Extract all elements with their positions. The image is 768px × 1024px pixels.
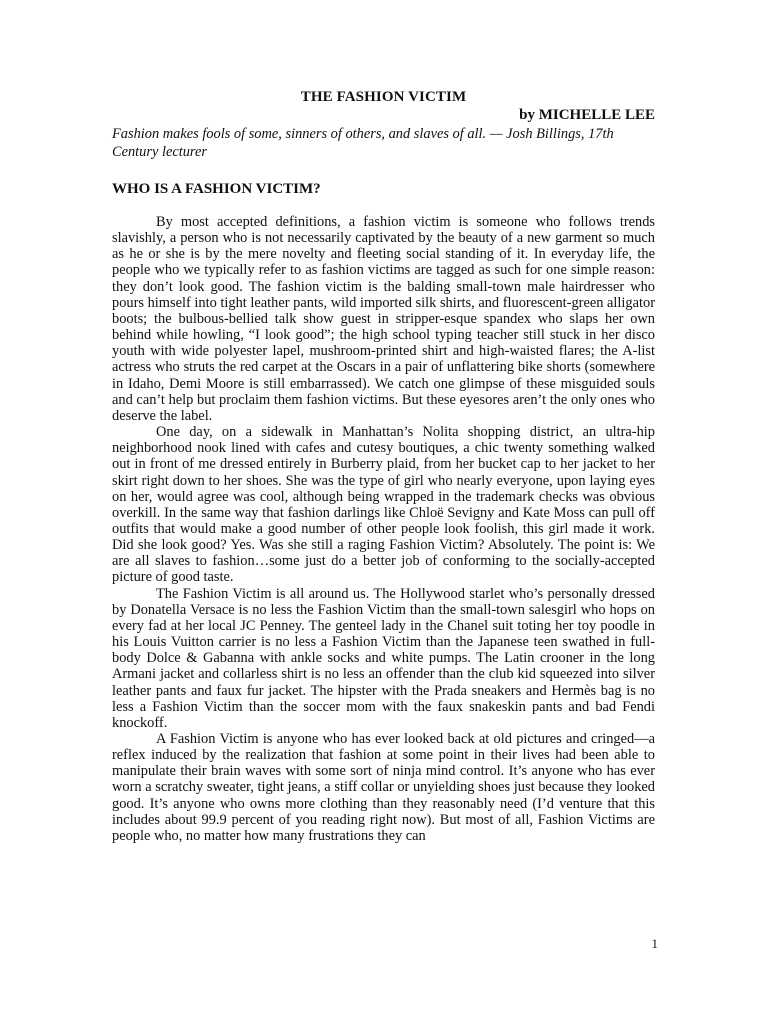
- epigraph-quote: Fashion makes fools of some, sinners of others, and slaves of all. — Josh Billings, 17th Century lecturer: [112, 126, 614, 160]
- section-heading: WHO IS A FASHION VICTIM?: [112, 181, 321, 197]
- body-text: [112, 214, 655, 844]
- paragraph-3: The Fashion Victim is all around us. The Hollywood starlet who’s personally dressed by Donatella Versace is no less the Fashion Victim than the small-town salesgirl who hops on every fad at her local JC Penney. The genteel lady in the Chanel suit toting her toy poodle in his Louis Vuitton carrier is no less a Fashion Victim than the Japanese teen swathed in full-body Dolce & Gabanna with ankle socks and white pumps. The Latin crooner in the long Armani jacket and collarless shirt is no less an offender than the club kid squeezed into silver leather pants and faux fur jacket. The hipster with the Prada sneakers and Hermès bag is no less a Fashion Victim than the soccer mom with the faux snakeskin pants and bad Fendi knockoff.: [112, 585, 655, 731]
- author-byline: by MICHELLE LEE: [519, 107, 655, 123]
- document-title: THE FASHION VICTIM: [300, 89, 467, 105]
- document-content: [112, 88, 655, 844]
- paragraph-1: By most accepted definitions, a fashion victim is someone who follows trends slavishly, a person who is not necessarily captivated by the beauty of a new garment so much as he or she is by the mere novelty and fleeting social standing of it. In everyday life, the people who we typically refer to as fashion victims are tagged as such for one simple reason: they don’t look good. The fashion victim is the balding small-town male hairdresser who pours himself into tight leather pants, wild imported silk shirts, and fluorescent-green alligator boots; the bulbous-bellied talk show guest in stripper-esque spandex who slaps her own behind while howling, “I look good”; the high school typing teacher still stuck in her disco youth with wide polyester lapel, mushroom-printed shirt and high-waisted flares; the A-list actress who struts the red carpet at the Oscars in a pair of unflattering bike shorts (somewhere in Idaho, Demi Moore is still embarrassed). We catch one glimpse of these misguided souls and can’t help but proclaim them fashion victims. But these eyesores aren’t the only ones who deserve the label.: [112, 214, 655, 424]
- paragraph-2: One day, on a sidewalk in Manhattan’s Nolita shopping district, an ultra-hip neighborhood nook lined with cafes and cutesy boutiques, a chic twenty something walked out in front of me dressed entirely in Burberry plaid, from her bucket cap to her jacket to her skirt right down to her shoes. She was the type of girl who nearly everyone, upon laying eyes on her, would agree was cool, although being wrapped in the trademark checks was obvious overkill. In the same way that fashion darlings like Chloë Sevigny and Kate Moss can pull off outfits that would make a good number of other people look foolish, this girl made it work. Did she look good? Yes. Was she still a raging Fashion Victim? Absolutely. The point is: We are all slaves to fashion…some just do a better job of conforming to the socially-accepted picture of good taste.: [112, 424, 655, 586]
- page-number: 1: [651, 936, 658, 951]
- paragraph-4: A Fashion Victim is anyone who has ever looked back at old pictures and cringed—a reflex induced by the realization that fashion at some point in their lives had been able to manipulate their brain waves with some sort of ninja mind control. It’s anyone who has ever worn a scratchy sweater, tight jeans, a stiff collar or unyielding shoes just because they looked good. It’s anyone who owns more clothing than they reasonably need (I’d venture that this includes about 99.9 percent of you reading right now). But most of all, Fashion Victims are people who, no matter how many frustrations they can: [112, 731, 655, 844]
